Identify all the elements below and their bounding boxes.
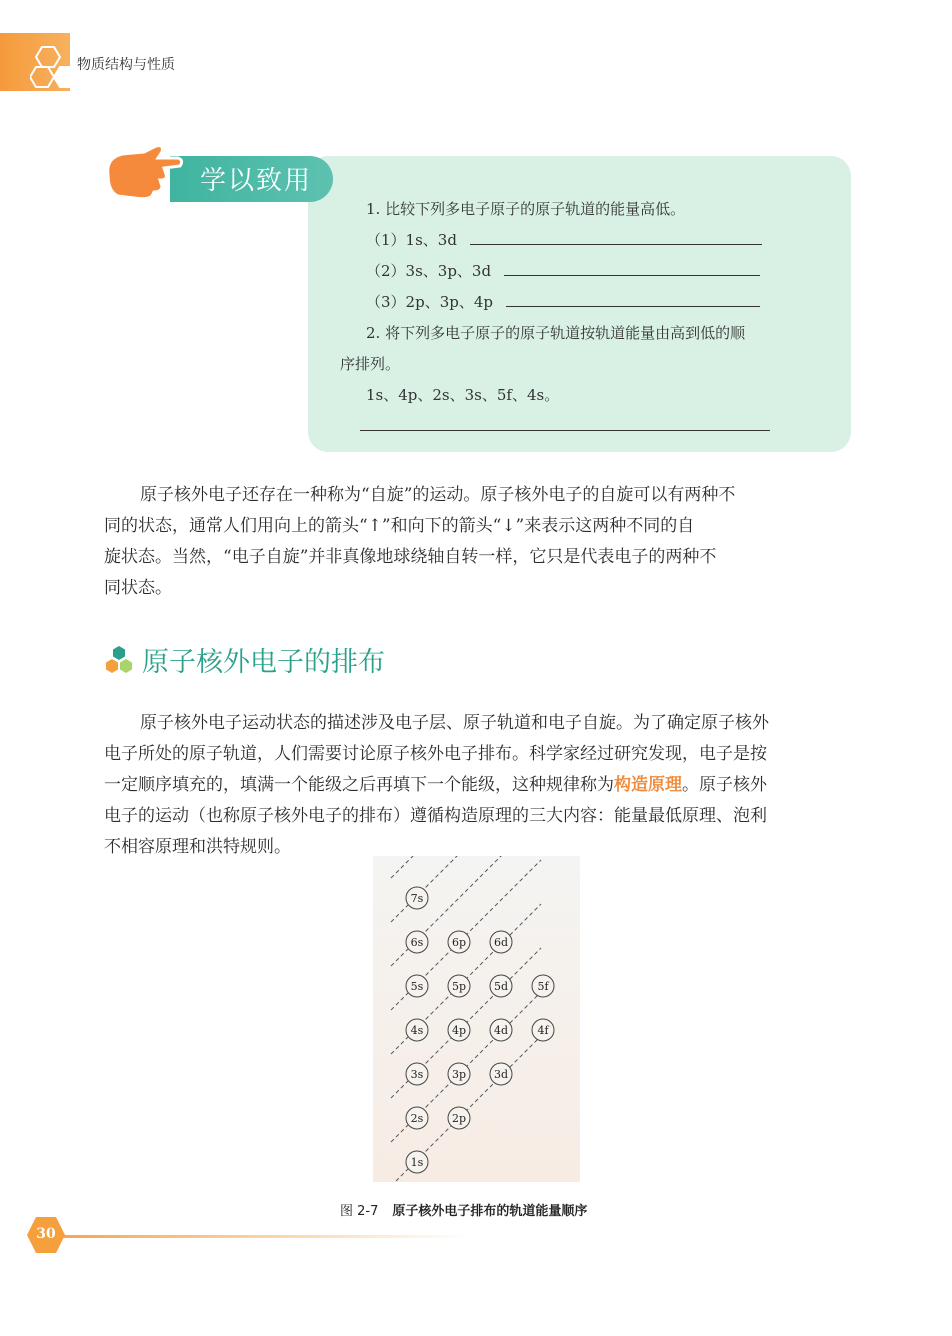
- question-1: 1. 比较下列多电子原子的原子轨道的能量高低。: [366, 200, 686, 218]
- aufbau-principle-term: 构造原理: [614, 775, 682, 795]
- hexagon-cluster-icon: [103, 644, 135, 676]
- spin-line-1: 原子核外电子还存在一种称为“自旋”的运动。原子核外电子的自旋可以有两种不: [140, 485, 736, 505]
- answer-blank-3[interactable]: [506, 294, 760, 307]
- orbital-label-5d: 5d: [493, 980, 509, 993]
- figure-caption-text: 原子核外电子排布的轨道能量顺序: [392, 1204, 588, 1219]
- footer-line: [60, 1235, 470, 1238]
- orbital-label-3s: 3s: [410, 1068, 424, 1081]
- question-1-item-1: [366, 229, 762, 250]
- question-2-line-1: 2. 将下列多电子原子的原子轨道按轨道能量由高到低的顺: [366, 324, 746, 342]
- orbital-label-6s: 6s: [410, 936, 424, 949]
- book-title: 物质结构与性质: [77, 57, 175, 73]
- question-1-item-3: [366, 291, 760, 312]
- arrangement-line-4: 电子的运动（也称原子核外电子的排布）遵循构造原理的三大内容：能量最低原理、泡利: [104, 806, 767, 826]
- figure-number: 图 2-7: [340, 1204, 379, 1219]
- arrangement-line-2: 电子所处的原子轨道，人们需要讨论原子核外电子排布。科学家经过研究发现，电子是按: [104, 744, 767, 764]
- orbital-label-5s: 5s: [410, 980, 424, 993]
- orbital-label-4d: 4d: [493, 1024, 509, 1037]
- orbital-label-4f: 4f: [537, 1024, 549, 1037]
- orbital-order-figure: [373, 856, 580, 1182]
- arrangement-line-5: 不相容原理和洪特规则。: [104, 837, 291, 857]
- question-2-items: 1s、4p、2s、3s、5f、4s。: [366, 386, 560, 404]
- orbital-label-2p: 2p: [451, 1112, 467, 1125]
- arrangement-line-3-a: 一定顺序填充的，填满一个能级之后再填下一个能级，这种规律称为: [104, 775, 614, 795]
- arrangement-paragraph: [104, 708, 852, 863]
- exercise-title: 学以致用: [200, 166, 313, 196]
- question-1-item-3-label: （3）2p、3p、4p: [366, 293, 493, 311]
- spin-line-4: 同状态。: [104, 578, 172, 598]
- question-2-line-2: 序排列。: [340, 355, 401, 373]
- pointing-hand-icon: [104, 144, 184, 202]
- orbital-label-3d: 3d: [493, 1068, 509, 1081]
- orbital-label-6p: 6p: [451, 936, 467, 949]
- orbital-label-6d: 6d: [493, 936, 509, 949]
- orbital-label-1s: 1s: [410, 1156, 424, 1169]
- answer-blank-2[interactable]: [504, 263, 760, 276]
- orbital-label-4s: 4s: [410, 1024, 424, 1037]
- orbital-label-3p: 3p: [451, 1068, 467, 1081]
- answer-blank-4[interactable]: [360, 430, 770, 431]
- question-1-item-2: [366, 260, 760, 281]
- orbital-label-5f: 5f: [537, 980, 549, 993]
- orbital-label-5p: 5p: [451, 980, 467, 993]
- answer-blank-1[interactable]: [470, 232, 762, 245]
- arrangement-line-3: [104, 770, 852, 801]
- page-number: 30: [36, 1226, 56, 1242]
- orbital-label-4p: 4p: [451, 1024, 467, 1037]
- orbital-label-7s: 7s: [410, 892, 424, 905]
- arrangement-line-1: 原子核外电子运动状态的描述涉及电子层、原子轨道和电子自旋。为了确定原子核外: [140, 713, 769, 733]
- spin-line-2: 同的状态，通常人们用向上的箭头“↑”和向下的箭头“↓”来表示这两种不同的自: [104, 516, 695, 536]
- figure-caption: [340, 1200, 587, 1219]
- arrangement-line-3-b: 。原子核外: [682, 775, 767, 795]
- spin-line-3: 旋状态。当然，“电子自旋”并非真像地球绕轴自转一样，它只是代表电子的两种不: [104, 547, 717, 567]
- orbital-diagram: [373, 856, 580, 1182]
- spin-paragraph: [104, 480, 852, 604]
- question-1-item-1-label: （1）1s、3d: [366, 231, 457, 249]
- section-title: 原子核外电子的排布: [142, 647, 385, 678]
- question-1-item-2-label: （2）3s、3p、3d: [366, 262, 492, 280]
- order-track-line: [391, 856, 541, 878]
- hexagon-logo-icon: [30, 44, 80, 90]
- orbital-label-2s: 2s: [410, 1112, 424, 1125]
